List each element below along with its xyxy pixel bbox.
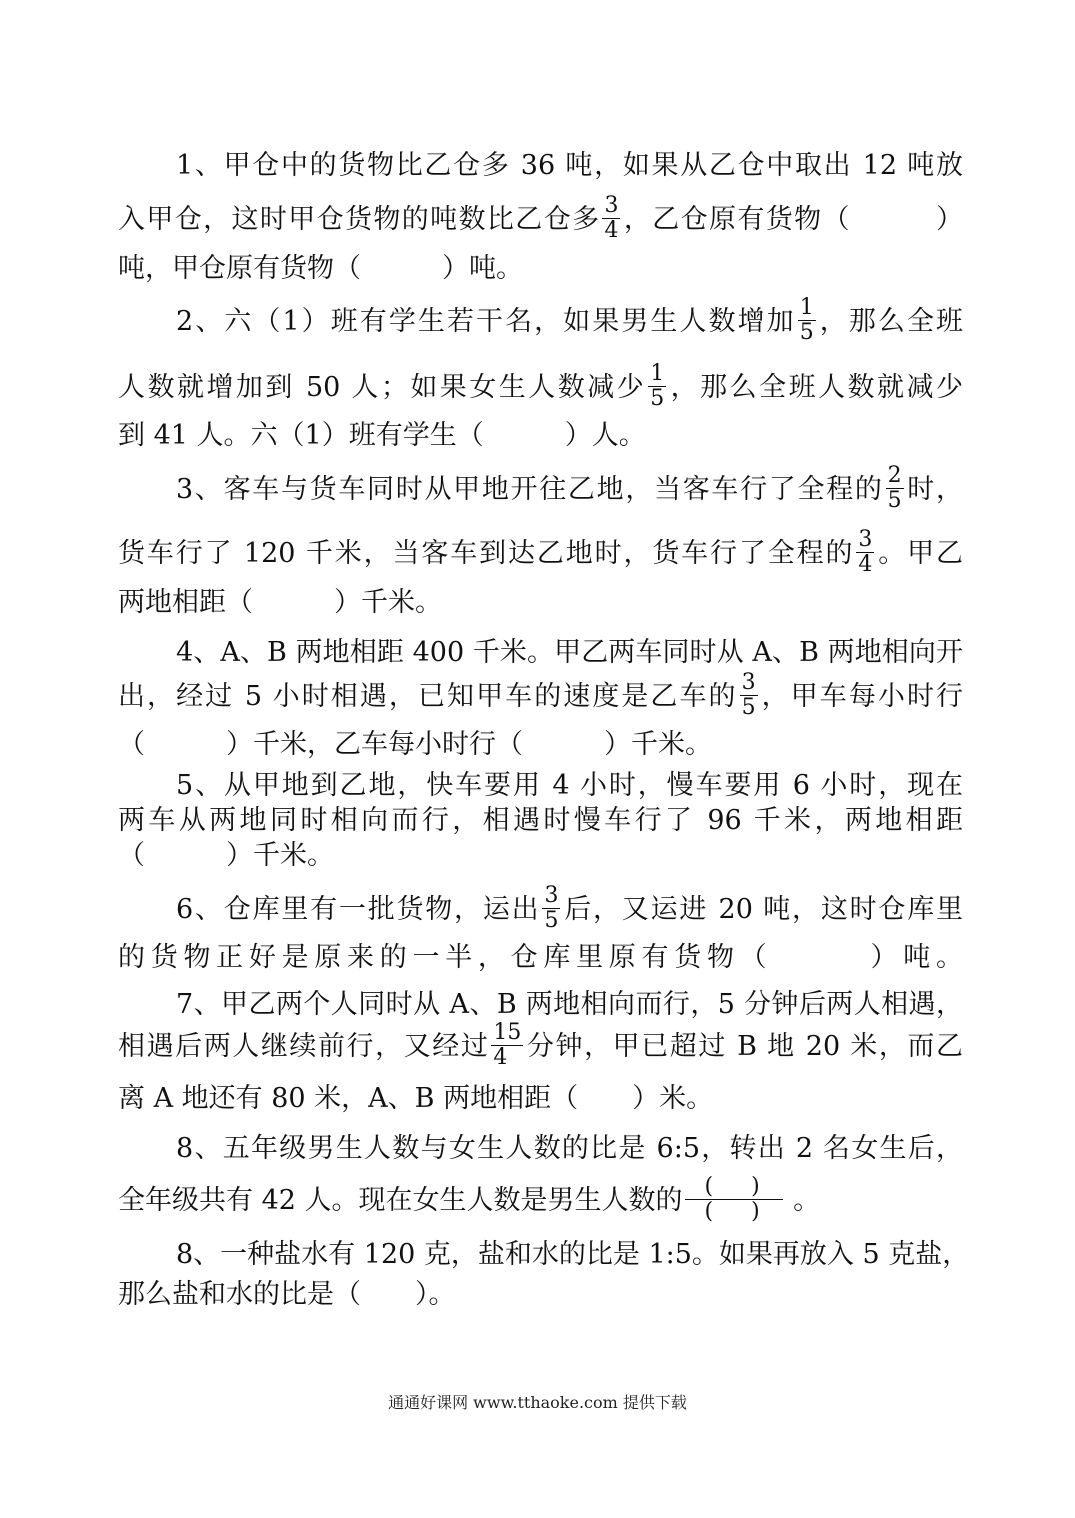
q7-line-1: 7、甲乙两个人同时从 A、B 两地相向而行，5 分钟后两人相遇，	[176, 989, 963, 1020]
q5-line-3: （ ）千米。	[118, 840, 334, 871]
fraction-3-5: $\frac{3}{5}$	[741, 670, 756, 720]
fraction-3-5: $\frac{3}{5}$	[544, 883, 559, 933]
q9-line-1: 8、一种盐水有 120 克，盐和水的比是 1:5。如果再放入 5 克盐，	[176, 1239, 970, 1270]
q4-line-1: 4、A、B 两地相距 400 千米。甲乙两车同时从 A、B 两地相向开	[176, 637, 963, 668]
q8-line-2: 全年级共有 42 人。现在女生人数是男生人数的 $\frac{()}{()}$ 。	[118, 1174, 821, 1224]
q4-line-3: （ ）千米，乙车每小时行（ ）千米。	[118, 729, 712, 760]
q6-line-2: 的货物正好是原来的一半，仓库里原有货物（ ）吨。	[118, 942, 963, 973]
footer-credit: 通通好课网 www.tthaoke.com 提供下载	[388, 1393, 687, 1412]
q7-line-2: 相遇后两人继续前行，又经过 $\frac{15}{4}$ 分钟，甲已超过 B 地 20 米，而乙	[118, 1020, 964, 1070]
q9-line-2: 那么盐和水的比是（ ）。	[118, 1279, 456, 1310]
fraction-3-4: $\frac{3}{4}$	[604, 193, 619, 243]
q1-line-1: 1、甲仓中的货物比乙仓多 36 吨，如果从乙仓中取出 12 吨放	[176, 150, 963, 181]
q1-line-2: 入甲仓，这时甲仓货物的吨数比乙仓多 $\frac{3}{4}$ ，乙仓原有货物（ ）	[118, 193, 964, 243]
q5-line-2: 两车从两地同时相向而行，相遇时慢车行了 96 千米，两地相距	[118, 805, 963, 836]
q2-line-2: 人数就增加到 50 人；如果女生人数减少 $\frac{1}{5}$ ，那么全班人数就减少	[118, 361, 963, 411]
fraction-1-5: $\frac{1}{5}$	[650, 361, 665, 411]
q3-line-2: 货车行了 120 千米，当客车到达乙地时，货车行了全程的 $\frac{3}{4}$ 。甲乙	[118, 527, 964, 577]
fraction-1-5: $\frac{1}{5}$	[799, 295, 814, 345]
q3-line-3: 两地相距（ ）千米。	[118, 587, 442, 618]
fraction-3-4: $\frac{3}{4}$	[858, 527, 873, 577]
q2-line-3: 到 41 人。六（1）班有学生（ ）人。	[118, 420, 646, 451]
q1-line-3: 吨，甲仓原有货物（ ）吨。	[118, 253, 523, 284]
blank-fraction: $\frac{()}{()}$	[685, 1175, 783, 1224]
q2-line-1: 2、六（1）班有学生若干名，如果男生人数增加 $\frac{1}{5}$ ，那么全班	[176, 295, 964, 345]
q6-line-1: 6、仓库里有一批货物，运出 $\frac{3}{5}$ 后，又运进 20 吨，这时仓库里	[176, 883, 963, 933]
q3-line-1: 3、客车与货车同时从甲地开往乙地，当客车行了全程的 $\frac{2}{5}$ 时，	[176, 463, 964, 513]
q4-line-2: 出，经过 5 小时相遇，已知甲车的速度是乙车的 $\frac{3}{5}$ ，甲车每小时行	[118, 670, 964, 720]
q5-line-1: 5、从甲地到乙地，快车要用 4 小时，慢车要用 6 小时，现在	[176, 770, 963, 801]
fraction-2-5: $\frac{2}{5}$	[887, 463, 902, 513]
q8-line-1: 8、五年级男生人数与女生人数的比是 6:5，转出 2 名女生后，	[176, 1133, 963, 1164]
fraction-15-4: $\frac{15}{4}$	[493, 1020, 522, 1070]
q7-line-3: 离 A 地还有 80 米，A、B 两地相距（ ）米。	[118, 1083, 714, 1114]
